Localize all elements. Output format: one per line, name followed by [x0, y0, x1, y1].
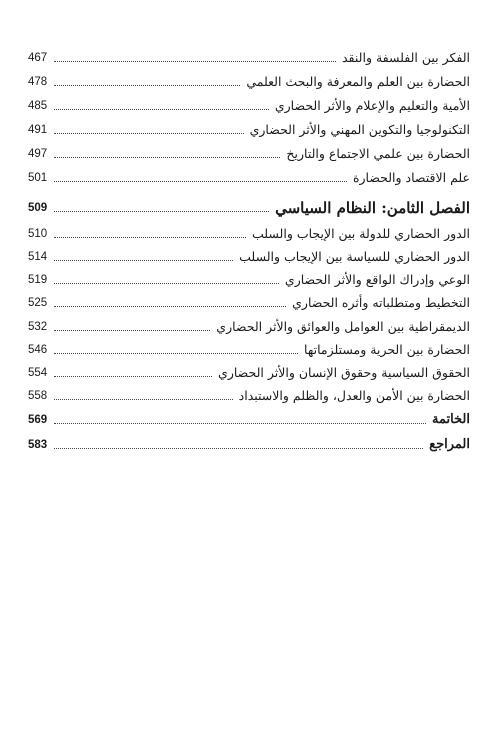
- toc-entry[interactable]: [28, 166, 470, 186]
- dot-leader: [54, 399, 233, 400]
- toc-entry-title: علم الاقتصاد والحضارة: [352, 170, 470, 185]
- toc-entry[interactable]: [28, 46, 470, 66]
- toc-entry[interactable]: [28, 268, 470, 288]
- toc-entry-page: 519: [28, 274, 48, 286]
- toc-entry-title: الديمقراطية بين العوامل والعوائق والأثر الحضاري: [216, 319, 470, 334]
- toc-entry-title: التخطيط ومتطلباته وأثره الحضاري: [292, 295, 470, 310]
- toc-entry[interactable]: [28, 384, 470, 404]
- toc-entry-page: 569: [28, 414, 48, 426]
- toc-entry-page: 546: [28, 344, 48, 356]
- dot-leader: [54, 376, 212, 377]
- dot-leader: [54, 61, 336, 62]
- toc-entry-title: الفصل الثامن: النظام السياسي: [275, 199, 470, 217]
- dot-leader: [54, 133, 244, 134]
- toc-entry[interactable]: [28, 70, 470, 90]
- dot-leader: [54, 157, 280, 158]
- toc-entry-page: 558: [28, 390, 48, 402]
- toc-entry-title: الحضارة بين الحرية ومستلزماتها: [304, 342, 470, 357]
- toc-entry-page: 514: [28, 251, 48, 263]
- toc-entry-conclusion[interactable]: [28, 408, 470, 428]
- toc-entry[interactable]: [28, 94, 470, 114]
- toc-entry-title: الوعي وإدراك الواقع والأثر الحضاري: [284, 272, 470, 287]
- toc-entry-page: 525: [28, 297, 48, 309]
- dot-leader: [54, 109, 269, 110]
- toc-entry-page: 583: [28, 439, 48, 451]
- toc-chapter-heading[interactable]: [28, 196, 470, 216]
- toc-entry-page: 532: [28, 321, 48, 333]
- dot-leader: [54, 260, 233, 261]
- toc-entry-page: 509: [28, 202, 48, 214]
- dot-leader: [54, 181, 347, 182]
- toc-entry-title: الحضارة بين علمي الاجتماع والتاريخ: [286, 146, 470, 161]
- dot-leader: [54, 330, 210, 331]
- dot-leader: [54, 283, 279, 284]
- toc-entry[interactable]: [28, 245, 470, 265]
- toc-entry-title: الدور الحضاري للسياسة بين الإيجاب والسلب: [239, 249, 470, 264]
- toc-entry-title: التكنولوجيا والتكوين المهني والأثر الحضاري: [249, 122, 470, 137]
- toc-entry-page: 501: [28, 172, 48, 184]
- toc-entry[interactable]: [28, 222, 470, 242]
- toc-entry-page: 510: [28, 228, 48, 240]
- toc-entry-page: 554: [28, 367, 48, 379]
- dot-leader: [54, 237, 246, 238]
- toc-entry[interactable]: [28, 361, 470, 381]
- toc-entry-page: 497: [28, 148, 48, 160]
- toc-entry-title: الأمية والتعليم والإعلام والأثر الحضاري: [274, 98, 470, 113]
- toc-entry-title: الخاتمة: [431, 412, 470, 427]
- toc-entry[interactable]: [28, 338, 470, 358]
- toc-entry-page: 485: [28, 100, 48, 112]
- toc-entry-references[interactable]: [28, 433, 470, 453]
- toc-entry-title: الحقوق السياسية وحقوق الإنسان والأثر الحضاري: [218, 365, 470, 380]
- toc-entry-title: المراجع: [429, 437, 470, 452]
- toc-entry-title: الحضارة بين الأمن والعدل، والظلم والاستبداد: [238, 388, 470, 403]
- toc-entry-page: 478: [28, 76, 48, 88]
- dot-leader: [54, 423, 426, 424]
- toc-entry[interactable]: [28, 315, 470, 335]
- toc-entry[interactable]: [28, 118, 470, 138]
- dot-leader: [54, 448, 423, 449]
- dot-leader: [54, 85, 240, 86]
- dot-leader: [54, 306, 286, 307]
- toc-entry-title: الفكر بين الفلسفة والنقد: [342, 50, 470, 65]
- toc-entry-title: الدور الحضاري للدولة بين الإيجاب والسلب: [251, 226, 470, 241]
- toc-entry[interactable]: [28, 142, 470, 162]
- toc-entry-title: الحضارة بين العلم والمعرفة والبحث العلمي: [246, 74, 470, 89]
- toc-entry[interactable]: [28, 291, 470, 311]
- dot-leader: [54, 353, 298, 354]
- toc-entry-page: 491: [28, 124, 48, 136]
- toc-entry-page: 467: [28, 52, 48, 64]
- dot-leader: [54, 211, 269, 212]
